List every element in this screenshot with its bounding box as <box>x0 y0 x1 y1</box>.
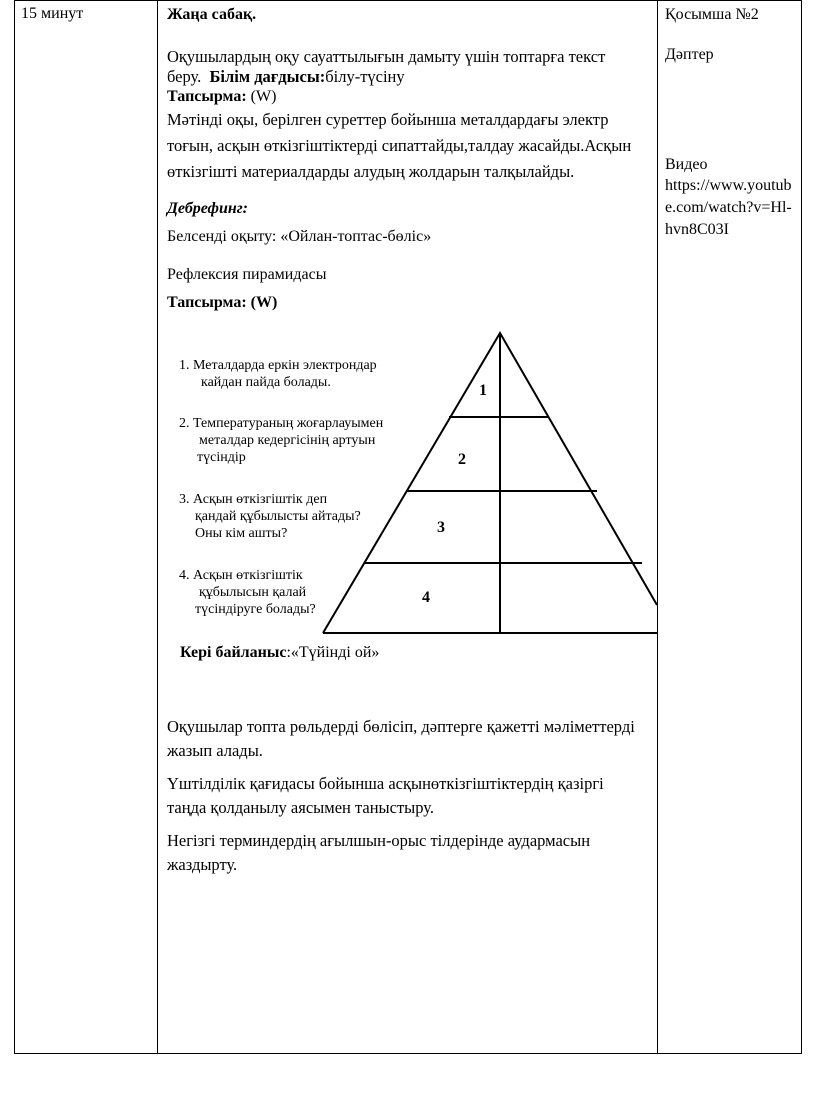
question-line: түсіндіруге болады? <box>195 602 316 617</box>
intro-paragraph <box>167 47 649 87</box>
skill-label: Білім дағдысы: <box>209 67 326 86</box>
paragraph-trilingual: Үштілділік қағидасы бойынша асқынөткізгіштіктердің қазіргі таңда қолданылу аясымен таныстыру. <box>167 774 604 817</box>
pyramid-question-4 <box>179 567 316 618</box>
pyramid-question-1 <box>179 357 377 391</box>
question-line: құбылысын қалай <box>199 585 307 600</box>
task1-line <box>167 87 649 107</box>
time-text: 15 минут <box>21 5 84 22</box>
task1-text: Мәтінді оқы, берілген суреттер бойынша металдардағы электр тоғын, асқын өткізгіштіктерді сипаттайды,талдау жасайды.Асқын өткізгішті материалдарды алудың жолдарын талқылайды. <box>167 110 632 181</box>
lesson-title: Жаңа сабақ. <box>167 6 257 23</box>
video-link[interactable]: https://www.youtube.com/watch?v=Hl-hvn8C03I <box>665 177 792 238</box>
lesson-cell <box>158 1 657 313</box>
pyramid-question-2 <box>179 415 383 466</box>
intro-text: Оқушылардың оқу сауаттылығын дамыту үшін топтарға текст беру. <box>167 47 606 86</box>
pyramid-question-3 <box>179 491 361 542</box>
task1-label: Тапсырма: <box>167 88 247 105</box>
skill-value: білу-түсіну <box>325 67 405 86</box>
question-line: қандай құбылысты айтады? <box>195 509 361 524</box>
question-line: 3. Асқын өткізгіштік деп <box>179 492 328 507</box>
reflection-title: Рефлексия пирамидасы <box>167 266 327 283</box>
time-cell <box>15 1 157 27</box>
level-label: 4 <box>422 589 430 606</box>
paragraph-terms: Негізгі терминдердің ағылшын-орыс тілдерінде аудармасын жаздырту. <box>167 831 591 874</box>
level-label: 1 <box>479 382 487 399</box>
question-line: түсіндір <box>197 450 246 465</box>
question-line: металдар кедергісінің артуын <box>199 433 376 448</box>
task2-label: Тапсырма: (W) <box>167 294 278 311</box>
feedback-value: :«Түйінді ой» <box>286 644 380 661</box>
feedback-label: Кері байланыс <box>180 644 287 661</box>
notebook-label: Дәптер <box>665 46 714 63</box>
resources-cell <box>658 1 801 241</box>
debrief-label: Дебрефинг: <box>167 200 248 217</box>
task1-value: (W) <box>250 88 277 105</box>
level-label: 3 <box>437 519 445 536</box>
question-line: Оны кім ашты? <box>195 526 288 541</box>
question-line: 2. Температураның жоғарлауымен <box>179 416 384 431</box>
reflection-pyramid <box>165 329 657 641</box>
level-label: 2 <box>458 451 466 468</box>
question-line: кайдан пайда болады. <box>201 375 331 390</box>
question-line: 4. Асқын өткізгіштік <box>179 568 303 583</box>
paragraph-roles: Оқушылар топта рөльдерді бөлісіп, дәптерге қажетті мәліметтерді жазып алады. <box>167 717 635 760</box>
lesson-lower-section <box>167 643 647 877</box>
lesson-table <box>14 0 802 1054</box>
feedback-line <box>167 643 647 663</box>
video-label: Видео <box>665 156 708 173</box>
question-line: 1. Металдарда еркін электрондар <box>179 358 377 373</box>
appendix-label: Қосымша №2 <box>665 6 759 23</box>
active-learning: Белсенді оқыту: «Ойлан-топтас-бөліс» <box>167 228 432 245</box>
